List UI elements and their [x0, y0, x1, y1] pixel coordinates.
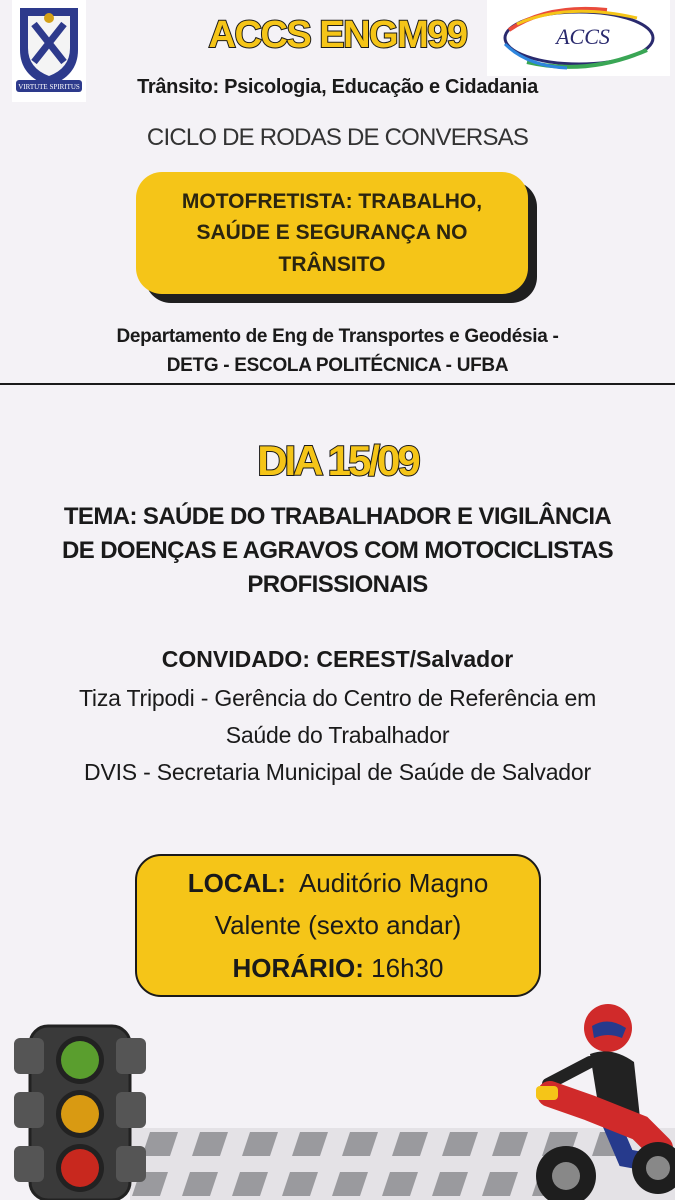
page-subtitle: Trânsito: Psicologia, Educação e Cidadania — [137, 76, 538, 98]
guest-list — [0, 680, 675, 790]
motorcycle-rider-icon — [530, 998, 675, 1200]
guest-line: Saúde do Trabalhador — [225, 721, 450, 748]
divider — [0, 383, 675, 385]
svg-text:VIRTUTE SPIRITUS: VIRTUTE SPIRITUS — [18, 83, 80, 91]
theme-line: PROFISSIONAIS — [247, 571, 428, 599]
event-date: DIA 15/09 — [257, 437, 418, 484]
guest-line: Tiza Tripodi - Gerência do Centro de Referência em — [78, 685, 597, 711]
local-label: LOCAL: — [187, 868, 286, 899]
highlight-box — [136, 172, 528, 294]
page-title: ACCS ENGM99 — [208, 14, 467, 56]
highlight-line: TRÂNSITO — [278, 252, 386, 276]
department-line: DETG - ESCOLA POLITÉCNICA - UFBA — [166, 355, 509, 377]
series-title: CICLO DE RODAS DE CONVERSAS — [146, 124, 529, 151]
time-line — [233, 947, 444, 989]
theme-line: DE DOENÇAS E AGRAVOS COM MOTOCICLISTAS — [61, 537, 613, 565]
highlight-line: MOTOFRETISTA: TRABALHO, — [181, 189, 483, 213]
event-theme — [8, 500, 667, 602]
time-value: 16h30 — [371, 952, 444, 983]
svg-text:ACCS: ACCS — [556, 24, 610, 49]
location-box — [135, 854, 541, 997]
theme-line: TEMA: SAÚDE DO TRABALHADOR E VIGILÂNCIA — [63, 503, 612, 530]
department-line: Departamento de Eng de Transportes e Geodésia - — [116, 326, 559, 347]
guest-line: DVIS - Secretaria Municipal de Saúde de Salvador — [84, 758, 591, 785]
traffic-light-icon — [10, 1018, 150, 1200]
highlight-text — [182, 186, 482, 281]
highlight-line: SAÚDE E SEGURANÇA NO — [196, 221, 468, 245]
guest-heading: CONVIDADO: CEREST/Salvador — [161, 646, 514, 672]
department-text — [30, 322, 645, 381]
local-value-2: Valente (sexto andar) — [214, 910, 462, 941]
local-value: Auditório Magno — [298, 868, 489, 899]
time-label: HORÁRIO: — [232, 952, 364, 983]
location-line — [188, 862, 489, 904]
